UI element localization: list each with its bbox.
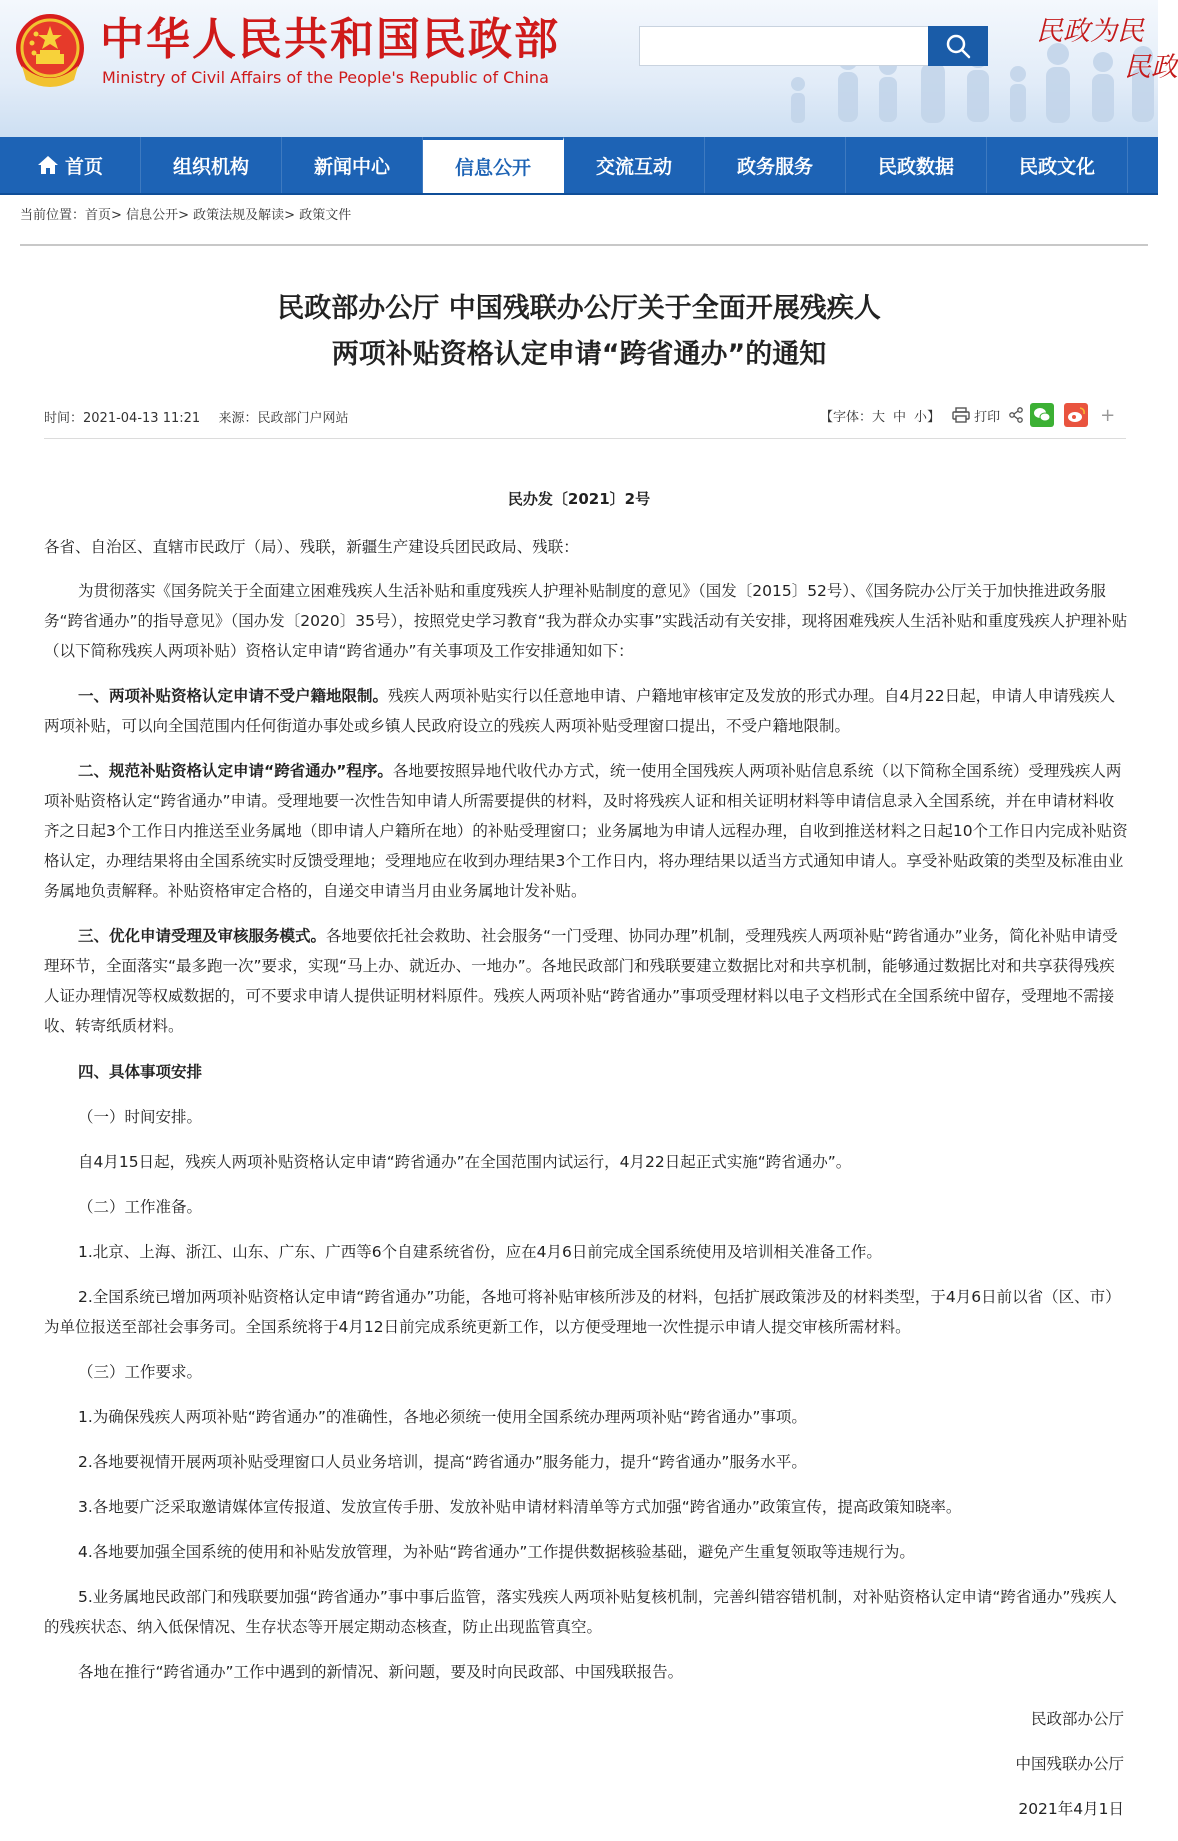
section-1 xyxy=(44,681,1128,741)
nav-info-disclosure[interactable]: 信息公开 xyxy=(423,137,564,193)
breadcrumb-home[interactable]: 首页 xyxy=(85,208,112,223)
sub-2-item-1: 1.北京、上海、浙江、山东、广东、广西等6个自建系统省份，应在4月6日前完成全国系统使用及培训相关准备工作。 xyxy=(78,1243,882,1261)
nav-news-center[interactable]: 新闻中心 xyxy=(282,137,423,193)
nav-interaction[interactable]: 交流互动 xyxy=(564,137,705,193)
section-2 xyxy=(44,756,1128,906)
font-medium-button[interactable]: 中 xyxy=(893,409,907,425)
sub-3-item-2: 2.各地要视情开展两项补贴受理窗口人员业务培训，提高“跨省通办”服务能力，提升“跨省通办”服务水平。 xyxy=(78,1453,807,1471)
breadcrumb-prefix: 当前位置： xyxy=(20,208,86,223)
breadcrumb-policy-docs[interactable]: 政策文件 xyxy=(299,208,352,223)
font-size-label: 【字体： xyxy=(820,409,873,425)
print-icon[interactable] xyxy=(952,407,970,423)
meta-divider xyxy=(44,438,1126,439)
breadcrumb-divider xyxy=(20,244,1148,246)
signature-federation: 中国残联办公厅 xyxy=(1015,1755,1124,1773)
site-title-en: Ministry of Civil Affairs of the People's Republic of China xyxy=(102,68,549,87)
breadcrumb xyxy=(20,204,351,223)
sub-3-title: （三）工作要求。 xyxy=(78,1363,203,1381)
more-share-button[interactable]: + xyxy=(1100,404,1116,426)
section-3 xyxy=(44,921,1128,1041)
section-4-title xyxy=(44,1057,1128,1087)
article-meta xyxy=(44,407,348,426)
nav-home[interactable] xyxy=(0,137,141,193)
home-icon xyxy=(37,154,59,176)
source: 民政部门户网站 xyxy=(257,411,349,426)
breadcrumb-policy[interactable]: 政策法规及解读 xyxy=(193,208,285,223)
site-header xyxy=(0,0,1178,137)
breadcrumb-info-disclosure[interactable]: 信息公开 xyxy=(126,208,179,223)
closing-paragraph: 各地在推行“跨省通办”工作中遇到的新情况、新问题，要及时向民政部、中国残联报告。 xyxy=(78,1663,684,1681)
sub-3-item-1: 1.为确保残疾人两项补贴“跨省通办”的准确性，各地必须统一使用全国系统办理两项补贴“跨省通办”事项。 xyxy=(78,1408,807,1426)
weibo-icon[interactable] xyxy=(1064,403,1088,427)
sub-2-item-2: 2.全国系统已增加两项补贴资格认定申请“跨省通办”功能，各地可将补贴审核所涉及的材料，包括扩展政策涉及的材料类型，于4月6日前以省（区、市）为单位报送至部社会事务司。全国系统将于4月12日前完成系统更新工作，以方便受理地一次性提示申请人提交审核所需材料。 xyxy=(44,1288,1121,1336)
nav-civil-data[interactable]: 民政数据 xyxy=(846,137,987,193)
intro-paragraph: 为贯彻落实《国务院关于全面建立困难残疾人生活补贴和重度残疾人护理补贴制度的意见》（国发〔2015〕52号）、《国务院办公厅关于加快推进政务服务“跨省通办”的指导意见》（国办发〔2020〕35号），按照党史学习教育“我为群众办实事”实践活动有关安排，现将困难残疾人生活补贴和重度残疾人护理补贴（以下简称残疾人两项补贴）资格认定申请“跨省通办”有关事项及工作安排通知如下： xyxy=(44,582,1128,660)
section-1-text: 残疾人两项补贴实行以任意地申请、户籍地审核审定及发放的形式办理。自4月22日起，申请人申请残疾人两项补贴，可以向全国范围内任何街道办事处或乡镇人民政府设立的残疾人两项补贴受理窗口提出，不受户籍地限制。 xyxy=(44,687,1116,735)
salutation: 各省、自治区、直辖市民政厅（局）、残联，新疆生产建设兵团民政局、残联： xyxy=(44,538,579,556)
nav-organization[interactable]: 组织机构 xyxy=(141,137,282,193)
breadcrumb-sep: > xyxy=(178,208,189,223)
nav-gov-services[interactable]: 政务服务 xyxy=(705,137,846,193)
source-label: 来源： xyxy=(218,411,258,426)
national-emblem-icon xyxy=(12,10,88,90)
section-1-title: 一、两项补贴资格认定申请不受户籍地限制。 xyxy=(78,687,389,705)
sub-1-title: （一）时间安排。 xyxy=(78,1108,203,1126)
sub-3-item-5: 5.业务属地民政部门和残联要加强“跨省通办”事中事后监管，落实残疾人两项补贴复核机制，完善纠错容错机制，对补贴资格认定申请“跨省通办”残疾人的残疾状态、纳入低保情况、生存状态等开展定期动态核查，防止出现监管真空。 xyxy=(44,1588,1117,1636)
nav-home-label: 首页 xyxy=(64,155,103,178)
sub-1-text: 自4月15日起，残疾人两项补贴资格认定申请“跨省通办”在全国范围内试运行，4月22日起正式实施“跨省通办”。 xyxy=(78,1153,852,1171)
breadcrumb-sep: > xyxy=(111,208,122,223)
font-large-button[interactable]: 大 xyxy=(872,409,886,425)
nav-civil-culture[interactable]: 民政文化 xyxy=(987,137,1128,193)
search-input[interactable] xyxy=(639,26,929,66)
sub-2-title: （二）工作准备。 xyxy=(78,1198,203,1216)
signature-ministry: 民政部办公厅 xyxy=(1030,1710,1124,1728)
publish-time: 2021-04-13 11:21 xyxy=(83,411,201,426)
article-title-line2: 两项补贴资格认定申请“跨省通办”的通知 xyxy=(331,339,827,370)
share-icon[interactable] xyxy=(1008,407,1024,423)
search-button[interactable] xyxy=(928,26,988,66)
main-nav xyxy=(0,137,1158,195)
signature-date: 2021年4月1日 xyxy=(1018,1800,1124,1818)
font-size-end: 】 xyxy=(927,409,941,425)
wechat-icon[interactable] xyxy=(1030,403,1054,427)
sub-3-item-4: 4.各地要加强全国系统的使用和补贴发放管理，为补贴“跨省通办”工作提供数据核验基础，避免产生重复领取等违规行为。 xyxy=(78,1543,915,1561)
font-small-button[interactable]: 小 xyxy=(914,409,928,425)
breadcrumb-sep: > xyxy=(284,208,296,223)
slogan-continued: 民政 xyxy=(1124,52,1178,83)
section-3-title: 三、优化申请受理及审核服务模式。 xyxy=(78,927,327,945)
site-title-cn: 中华人民共和国民政部 xyxy=(100,14,560,65)
time-label: 时间： xyxy=(44,411,84,426)
print-button[interactable]: 打印 xyxy=(974,409,1001,425)
article-tools xyxy=(820,402,1115,428)
doc-number: 民办发〔2021〕2号 xyxy=(507,490,651,508)
section-4-title-text: 四、具体事项安排 xyxy=(78,1063,203,1081)
slogan: 民政为民 xyxy=(1036,16,1144,47)
sub-3-item-3: 3.各地要广泛采取邀请媒体宣传报道、发放宣传手册、发放补贴申请材料清单等方式加强“跨省通办”政策宣传，提高政策知晓率。 xyxy=(78,1498,962,1516)
section-2-text: 各地要按照异地代收代办方式，统一使用全国残疾人两项补贴信息系统（以下简称全国系统）受理残疾人两项补贴资格认定“跨省通办”申请。受理地要一次性告知申请人所需要提供的材料，及时将残疾人证和相关证明材料等申请信息录入全国系统，并在申请材料收齐之日起3个工作日内推送至业务属地（即申请人户籍所在地）的补贴受理窗口；业务属地为申请人远程办理，自收到推送材料之日起10个工作日内完成补贴资格认定，办理结果将由全国系统实时反馈受理地；受理地应在收到办理结果3个工作日内，将办理结果以适当方式通知申请人。享受补贴政策的类型及标准由业务属地负责解释。补贴资格审定合格的，自递交申请当月由业务属地计发补贴。 xyxy=(44,762,1128,900)
search-icon xyxy=(945,33,971,59)
section-2-title: 二、规范补贴资格认定申请“跨省通办”程序。 xyxy=(78,762,393,780)
article-title-line1: 民政部办公厅 中国残联办公厅关于全面开展残疾人 xyxy=(277,293,881,324)
section-3-text: 各地要依托社会救助、社会服务“一门受理、协同办理”机制，受理残疾人两项补贴“跨省通办”业务，简化补贴申请受理环节，全面落实“最多跑一次”要求，实现“马上办、就近办、一地办”。各地民政部门和残联要建立数据比对和共享机制，能够通过数据比对和共享获得残疾人证办理情况等权威数据的，可不要求申请人提供证明材料原件。残疾人两项补贴“跨省通办”事项受理材料以电子文档形式在全国系统中留存，受理地不需接收、转寄纸质材料。 xyxy=(44,927,1118,1035)
